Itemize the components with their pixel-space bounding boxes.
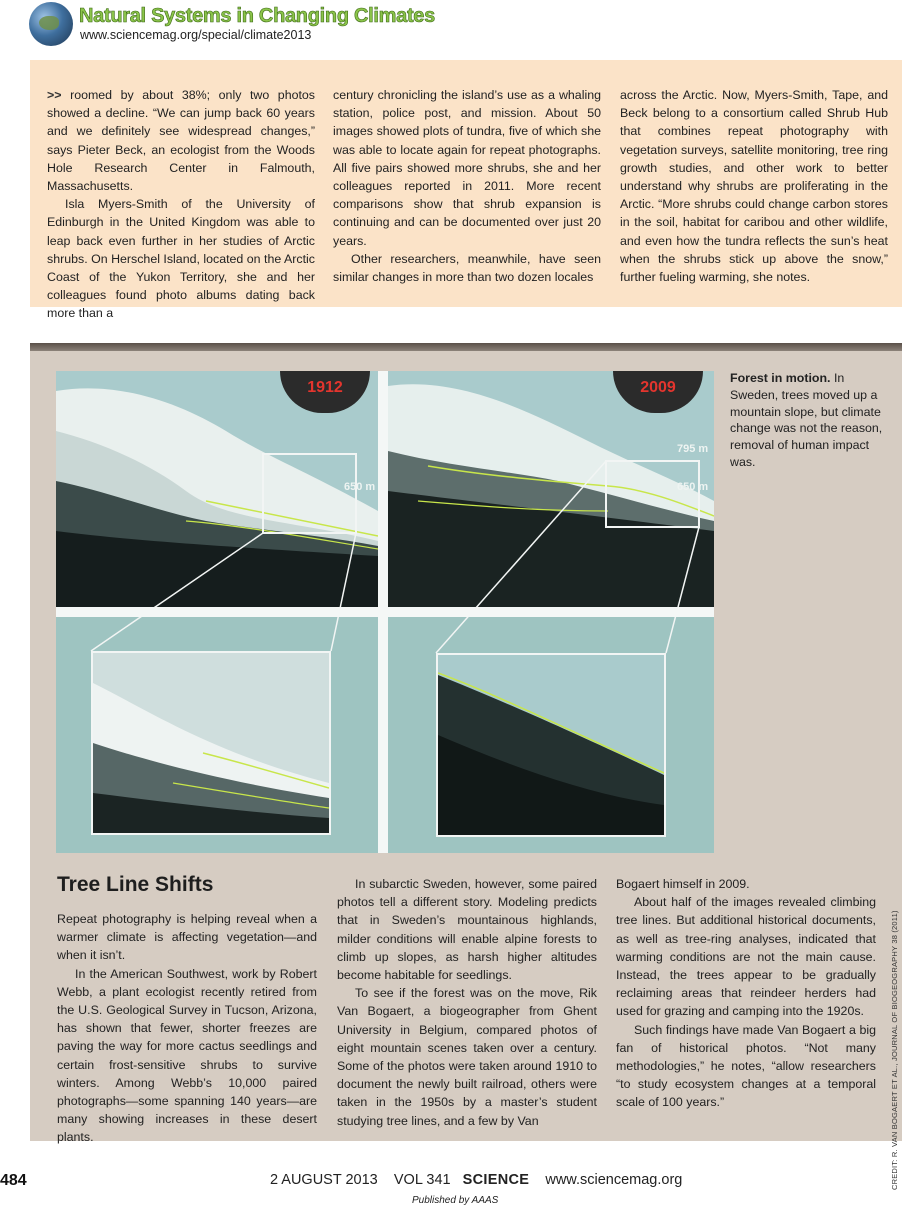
feature-column-3: [616, 875, 876, 1112]
caption-text: In Sweden, trees moved up a mountain slope, but climate change was not the reason, removal of human impact was.: [730, 371, 883, 469]
caption-title: Forest in motion.: [730, 371, 831, 385]
year-label: 2009: [640, 379, 676, 396]
zoom-1912: [91, 651, 331, 835]
section-title: Natural Systems in Changing Climates: [79, 5, 435, 27]
continued-marker: >>: [47, 88, 62, 102]
feature-column-1: [57, 910, 317, 1147]
figure-divider-horizontal: [56, 607, 714, 617]
zoom-2009: [436, 653, 666, 837]
altitude-label: 650 m: [344, 481, 376, 493]
publisher-line: Published by AAAS: [412, 1195, 499, 1206]
photo-credit: CREDIT: R. VAN BOGAERT ET AL., JOURNAL OF BIOGEOGRAPHY 38 (2011): [890, 910, 899, 1190]
feature-top-rule: [30, 343, 902, 351]
paragraph: across the Arctic. Now, Myers-Smith, Tape, and Beck belong to a consortium called Shrub Hub that combines repeat photography with vegetation surveys, satellite monitoring, tree ring growth studies, and other work to better understand why shrubs are proliferating in the Arctic. “More shrubs could change carbon stores in the soil, habitat for caribou and other wildlife, and even how the tundra reflects the sun’s heat when the shrubs stick up above the snow,” further fueling warming, she notes.: [620, 88, 888, 285]
altitude-label: 650 m: [677, 481, 709, 493]
top-column-1: [47, 86, 315, 323]
feature-title: Tree Line Shifts: [57, 873, 214, 896]
paragraph: Isla Myers-Smith of the University of Edinburgh in the United Kingdom was able to leap back even further in her studies of Arctic shrubs. On Herschel Island, located on the Arctic Coast of the Yukon Territory, she and her colleagues found photo albums dating back more than a: [47, 197, 315, 321]
paragraph: Repeat photography is helping reveal when a warmer climate is affecting vegetation—and when it isn’t.: [57, 912, 317, 963]
paragraph: Such findings have made Van Bogaert a big fan of historical photos. “Not many methodologies,” he notes, “allow researchers “to study ecosystem changes at a temporal scale of 100 years.”: [616, 1022, 876, 1110]
paragraph: Bogaert himself in 2009.: [616, 877, 750, 891]
figure-caption: [730, 370, 890, 471]
footer-line: [270, 1172, 682, 1188]
paragraph: Other researchers, meanwhile, have seen similar changes in more than two dozen locales: [333, 251, 601, 285]
paragraph: [47, 86, 315, 195]
paragraph-text: roomed by about 38%; only two photos showed a decline. “We can jump back 60 years and we definitely see widespread changes,” says Pieter Beck, an ecologist from the Woods Hole Research Center in Falmouth, Massachusetts.: [47, 88, 316, 194]
journal-site[interactable]: www.sciencemag.org: [545, 1172, 683, 1188]
section-url[interactable]: www.sciencemag.org/special/climate2013: [80, 28, 312, 42]
paragraph: century chronicling the island’s use as a whaling station, police post, and mission. About 50 images showed plots of tundra, five of which she was able to locate again for repeat photographs. All five pairs showed more shrubs, she and her colleagues reported in 2011. More recent comparisons show that shrub expansion is continuing and can be documented over just 20 years.: [333, 88, 601, 248]
repeat-photo-figure: [56, 371, 714, 853]
top-column-2: [333, 86, 601, 286]
feature-column-2: [337, 875, 597, 1130]
year-label: 1912: [307, 379, 343, 396]
paragraph: About half of the images revealed climbing tree lines. But additional historical documents, as well as tree-ring analyses, indicated that warming conditions are not the main cause. Instead, the trees appear to be gradually reclaiming areas that reindeer herders had used for grazing and camping into the 1920s.: [616, 895, 876, 1019]
journal-name: SCIENCE: [462, 1172, 530, 1188]
altitude-label: 795 m: [677, 443, 709, 455]
issue-date: 2 AUGUST 2013: [270, 1172, 378, 1188]
paragraph: To see if the forest was on the move, Rik Van Bogaert, a biogeographer from Ghent University in Belgium, compared photos of eight mountain scenes taken over a century. Some of the photos were taken around 1910 to document the newly built railroad, others were taken in the 1950s by a master’s student studying tree lines, and a few by Van: [337, 986, 597, 1128]
volume: VOL 341: [393, 1172, 451, 1188]
paragraph: In subarctic Sweden, however, some paired photos tell a different story. Modeling predicts that in Sweden’s mountainous highlands, milder conditions will enable alpine forests to climb up slopes, as harsh higher altitudes become habitable for seedlings.: [337, 877, 597, 983]
top-column-3: [620, 86, 888, 286]
paragraph: In the American Southwest, work by Robert Webb, a plant ecologist recently retired from the U.S. Geological Survey in Tucson, Arizona, has shown that fewer, shorter freezes are paving the way for more cactus seedlings and certain frost-sensitive shrubs to survive winters. Among Webb’s 10,000 paired photographs—some spanning 140 years—are many showing increases in these desert plants.: [57, 966, 317, 1145]
globe-logo-icon: [29, 2, 73, 46]
page-number: 484: [0, 1172, 27, 1189]
